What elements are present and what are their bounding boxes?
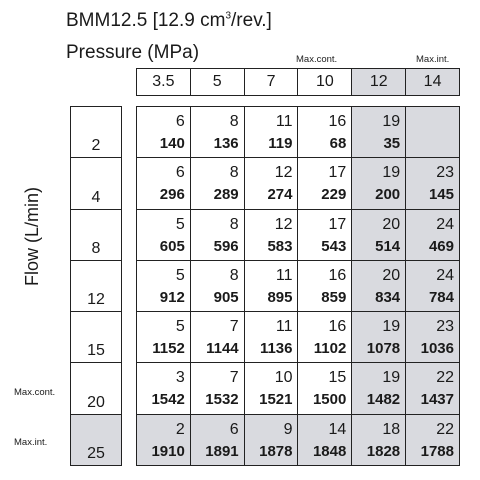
max-int-pressure-tag: Max.int. [416,54,450,65]
speed-value: 7 [229,318,239,336]
performance-grid [136,106,460,466]
grid-cell [406,209,460,260]
flow-cell: 12 [71,260,122,311]
speed-value: 19 [382,164,401,182]
torque-value: 859 [321,288,347,306]
speed-value: 24 [436,266,454,284]
grid-cell [137,260,191,311]
speed-value: 11 [275,266,293,284]
max-cont-flow-tag: Max.cont. [14,387,56,398]
title-suffix: /rev.] [231,10,272,31]
torque-value: 1828 [366,442,401,460]
speed-value: 23 [436,164,454,182]
grid-row [137,260,460,311]
torque-value: 1152 [152,340,185,358]
torque-value: 289 [213,186,239,204]
speed-value: 24 [436,215,454,233]
title-prefix: BMM12.5 [12.9 cm [66,10,226,31]
torque-value: 1891 [205,442,239,460]
flow-cell: 25 [71,414,122,465]
grid-cell [406,312,460,363]
grid-cell [244,363,298,414]
speed-value: 5 [175,215,185,233]
speed-value: 15 [328,369,347,387]
speed-value: 16 [328,113,347,130]
speed-value: 20 [382,215,401,233]
speed-value: 8 [229,266,239,284]
speed-value: 23 [436,318,454,336]
speed-value: 5 [175,266,185,284]
grid-cell [244,107,298,158]
speed-value: 19 [382,318,401,336]
speed-value: 20 [382,266,401,284]
pressure-header-cell: 3.5 [137,69,191,96]
torque-value: 1102 [313,340,347,358]
speed-value: 6 [175,164,185,182]
grid-cell [190,414,244,465]
speed-value: 17 [328,164,347,182]
speed-value: 5 [175,318,185,336]
grid-cell [352,158,406,209]
torque-value: 1437 [420,391,454,409]
torque-value: 1136 [259,340,293,358]
torque-value: 1482 [366,391,401,409]
torque-value: 200 [375,186,401,204]
torque-value: 136 [213,135,239,152]
grid-cell [298,363,352,414]
grid-cell [137,107,191,158]
grid-cell [244,312,298,363]
torque-value: 68 [329,135,347,152]
grid-cell [190,158,244,209]
speed-value: 8 [229,215,239,233]
speed-value: 8 [229,164,239,182]
grid-cell [406,363,460,414]
speed-value: 12 [274,164,293,182]
speed-value: 16 [328,318,347,336]
torque-value: 140 [159,135,185,152]
grid-cell [298,414,352,465]
grid-cell [298,260,352,311]
speed-value: 22 [436,369,454,387]
torque-value: 469 [428,237,454,255]
speed-value: 10 [274,369,293,387]
flow-cell: 4 [71,158,122,209]
speed-value: 6 [175,113,185,130]
speed-value: 11 [275,113,293,130]
speed-value: 12 [274,215,293,233]
grid-cell [352,107,406,158]
torque-value: 1848 [312,442,347,460]
speed-value: 22 [436,420,454,438]
grid-cell [137,312,191,363]
max-cont-pressure-tag: Max.cont. [296,54,338,65]
pressure-header-cell: 10 [298,69,352,96]
torque-value: 1532 [205,391,239,409]
torque-value: 1788 [420,442,454,460]
pressure-header-cell: 14 [406,69,460,96]
grid-row [137,414,460,465]
torque-value: 1542 [151,391,185,409]
grid-row [137,107,460,158]
torque-value: 1878 [259,442,293,460]
grid-cell [352,209,406,260]
grid-cell [137,363,191,414]
grid-cell [137,158,191,209]
grid-cell [406,107,460,158]
speed-value: 6 [229,420,239,438]
grid-row [137,363,460,414]
flow-cell: 2 [71,107,122,158]
torque-value: 1910 [151,442,185,460]
torque-value: 912 [159,288,185,306]
grid-cell [244,158,298,209]
torque-value: 514 [375,237,401,255]
grid-cell [352,414,406,465]
grid-cell [137,414,191,465]
torque-value: 605 [159,237,185,255]
grid-cell [190,312,244,363]
grid-cell [352,363,406,414]
torque-value: 296 [159,186,185,204]
flow-cell: 20 [71,363,122,414]
grid-row [137,158,460,209]
pressure-header-row [136,68,460,96]
pressure-axis-label: Pressure (MPa) [66,42,200,63]
grid-cell [244,209,298,260]
grid-cell [244,260,298,311]
torque-value: 1144 [206,340,239,358]
pressure-header-cell: 12 [352,69,406,96]
torque-value: 274 [267,186,293,204]
torque-value: 119 [268,135,293,152]
flow-cell: 15 [71,312,122,363]
grid-cell [406,414,460,465]
speed-value: 7 [229,369,239,387]
torque-value: 596 [213,237,239,255]
flow-cell: 8 [71,209,122,260]
torque-value: 1500 [312,391,347,409]
pressure-header-cell: 5 [190,69,244,96]
grid-cell [352,260,406,311]
grid-cell [298,158,352,209]
torque-value: 229 [321,186,347,204]
grid-cell [244,414,298,465]
speed-value: 2 [175,420,185,438]
grid-cell [190,209,244,260]
grid-row [137,312,460,363]
speed-value: 9 [283,420,293,438]
torque-value: 895 [267,288,293,306]
torque-value: 145 [428,186,454,204]
speed-value: 19 [382,369,401,387]
torque-value: 784 [428,288,454,306]
torque-value: 1078 [366,340,401,358]
grid-cell [298,107,352,158]
grid-cell [190,363,244,414]
grid-cell [298,209,352,260]
grid-cell [352,312,406,363]
torque-value: 1521 [259,391,293,409]
grid-cell [298,312,352,363]
title-superscript: 3 [225,10,232,22]
speed-value: 18 [382,420,401,438]
torque-value: 583 [267,237,293,255]
max-int-flow-tag: Max.int. [14,437,48,448]
grid-row [137,209,460,260]
torque-value: 834 [375,288,401,306]
grid-cell [406,260,460,311]
flow-axis-label: Flow (L/min) [22,186,42,286]
torque-value: 1036 [420,340,454,358]
grid-cell [190,260,244,311]
speed-value: 19 [382,113,401,130]
torque-value: 905 [213,288,239,306]
grid-cell [190,107,244,158]
chart-title [66,10,272,32]
torque-value: 35 [383,135,401,152]
pressure-header-cell: 7 [244,69,298,96]
speed-value: 8 [229,113,239,130]
grid-cell [137,209,191,260]
grid-cell [406,158,460,209]
speed-value: 3 [175,369,185,387]
speed-value: 16 [328,266,347,284]
torque-value: 543 [321,237,347,255]
speed-value: 11 [275,318,293,336]
speed-value: 14 [328,420,347,438]
speed-value: 17 [328,215,347,233]
flow-column [70,106,122,466]
